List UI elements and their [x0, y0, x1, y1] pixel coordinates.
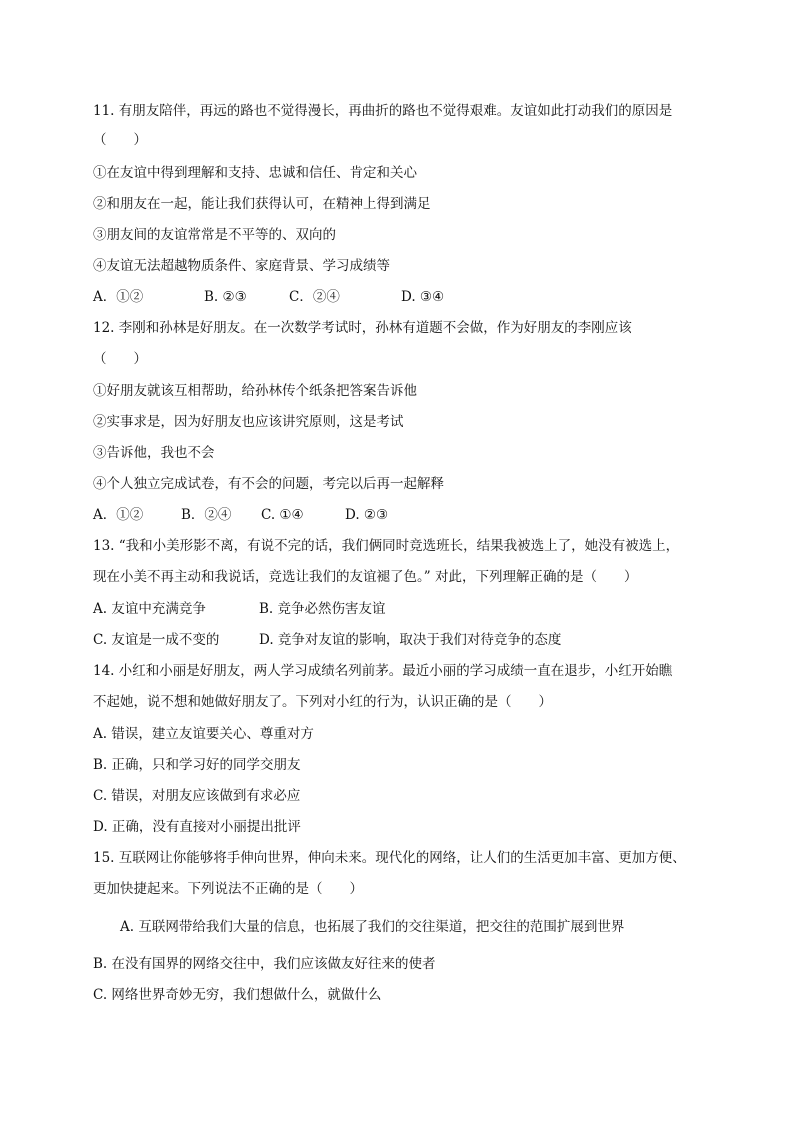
- q12-option-b: B．②④: [181, 507, 232, 523]
- q11-statement-4: ④友谊无法超越物质条件、家庭背景、学习成绩等: [93, 258, 390, 274]
- q15-option-c: C. 网络世界奇妙无穷，我们想做什么，就做什么: [93, 987, 382, 1003]
- q11-option-c: C．②④: [289, 289, 340, 305]
- q13-option-a: A. 友谊中充满竞争: [93, 601, 206, 617]
- q15-option-b: B. 在没有国界的网络交往中，我们应该做友好往来的使者: [93, 956, 436, 972]
- q15-option-a: A. 互联网带给我们大量的信息，也拓展了我们的交往渠道，把交往的范围扩展到世界: [120, 919, 625, 935]
- q12-statement-4: ④个人独立完成试卷，有不会的问题，考完以后再一起解释: [93, 476, 444, 492]
- q12-option-d: D. ②③: [345, 507, 389, 523]
- q14-option-c: C. 错误，对朋友应该做到有求必应: [93, 788, 301, 804]
- q11-option-a: A．①②: [93, 289, 144, 305]
- q11-option-b: B. ②③: [204, 289, 247, 305]
- q11-stem-line-2: （ ）: [93, 132, 147, 148]
- q12-statement-3: ③告诉他，我也不会: [93, 445, 215, 461]
- q14-stem-line-2: 不起她，说不想和她做好朋友了。下列对小红的行为，认识正确的是（ ）: [93, 694, 552, 710]
- q11-statement-1: ①在友谊中得到理解和支持、忠诚和信任、肯定和关心: [93, 165, 417, 181]
- q13-option-c: C. 友谊是一成不变的: [93, 632, 220, 648]
- q12-option-c: C. ①④: [261, 507, 304, 523]
- q13-option-d: D. 竞争对友谊的影响，取决于我们对待竞争的态度: [259, 632, 562, 648]
- q13-stem-line-1: 13. “我和小美形影不离，有说不完的话，我们俩同时竞选班长，结果我被选上了，她没有被选上，: [93, 538, 680, 554]
- q15-stem-line-2: 更加快捷起来。下列说法不正确的是（ ）: [93, 881, 363, 897]
- q14-option-b: B. 正确，只和学习好的同学交朋友: [93, 757, 301, 773]
- q11-statement-3: ③朋友间的友谊常常是不平等的、双向的: [93, 227, 336, 243]
- q13-option-b: B. 竞争必然伤害友谊: [259, 601, 386, 617]
- q14-option-d: D. 正确，没有直接对小丽提出批评: [93, 819, 301, 835]
- q11-statement-2: ②和朋友在一起，能让我们获得认可，在精神上得到满足: [93, 196, 431, 212]
- q11-stem-line-1: 11. 有朋友陪伴，再远的路也不觉得漫长，再曲折的路也不觉得艰难。友谊如此打动我们的原因是: [93, 103, 673, 119]
- q12-stem-line-1: 12. 李刚和孙林是好朋友。在一次数学考试时，孙林有道题不会做，作为好朋友的李刚应该: [93, 320, 632, 336]
- q13-stem-line-2: 现在小美不再主动和我说话，竞选让我们的友谊褪了色。” 对此，下列理解正确的是（ ）: [93, 569, 638, 585]
- q12-stem-line-2: （ ）: [93, 351, 147, 367]
- q14-option-a: A. 错误，建立友谊要关心、尊重对方: [93, 726, 314, 742]
- q15-stem-line-1: 15. 互联网让你能够将手伸向世界，伸向未来。现代化的网络，让人们的生活更加丰富、更加方便、: [93, 850, 686, 866]
- q12-statement-1: ①好朋友就该互相帮助，给孙林传个纸条把答案告诉他: [93, 383, 417, 399]
- q11-option-d: D. ③④: [401, 289, 445, 305]
- q14-stem-line-1: 14. 小红和小丽是好朋友，两人学习成绩名列前茅。最近小丽的学习成绩一直在退步，小红开始瞧: [93, 663, 673, 679]
- q12-option-a: A．①②: [93, 507, 144, 523]
- q12-statement-2: ②实事求是，因为好朋友也应该讲究原则，这是考试: [93, 414, 404, 430]
